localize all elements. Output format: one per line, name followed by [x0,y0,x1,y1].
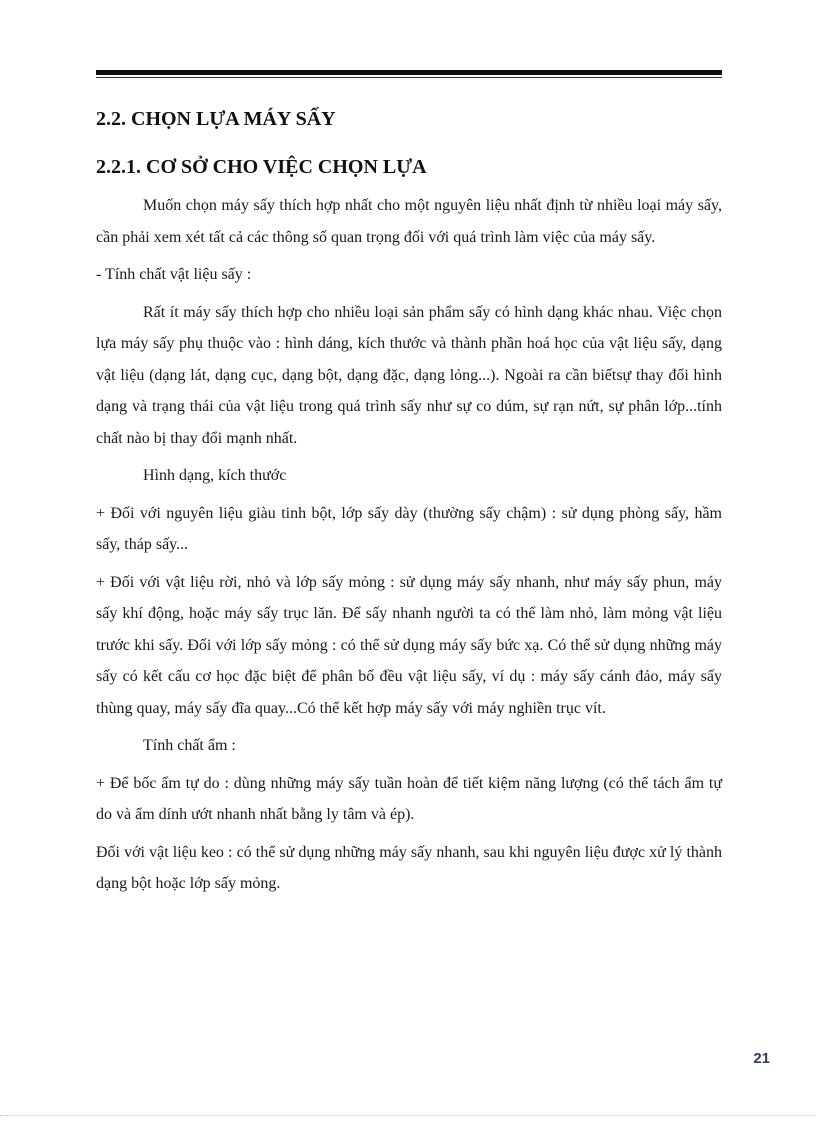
header-rule-thin [96,77,722,78]
section-title: 2.2. CHỌN LỰA MÁY SẤY [96,108,336,130]
paragraph-starch-materials: + Đối với nguyên liệu giàu tinh bột, lớp sấy dày (thường sấy chậm) : sử dụng phòng sấy, hầm sấy, tháp sấy... [96,504,722,553]
paragraph-shape-size-heading: Hình dạng, kích thước [143,467,287,484]
paragraph-material-properties-heading: - Tính chất vật liệu sấy : [96,266,252,283]
page-bottom-border [0,1115,816,1116]
paragraph-intro: Muốn chọn máy sấy thích hợp nhất cho một nguyên liệu nhất định từ nhiều loại máy sấy, cần phải xem xét tất cả các thông số quan trọng đối với quá trình làm việc của máy sấy. [96,197,722,246]
paragraph-moisture-heading: Tính chất ẩm : [143,737,236,754]
paragraph-material-properties: Rất ít máy sấy thích hợp cho nhiều loại sản phẩm sấy có hình dạng khác nhau. Việc chọn lựa máy sấy phụ thuộc vào : hình dáng, kích thước và thành phần hoá học của vật liệu sấy, dạng vật liệu (dạng lát, dạng cục, dạng bột, dạng đặc, dạng lỏng...). Ngoài ra cần biếtsự thay đổi hình dạng và trạng thái của vật liệu trong quá trình sấy như sự co dúm, sự rạn nứt, sự phân lớp...tính chất nào bị thay đổi mạnh nhất. [96,303,722,447]
page-number: 21 [753,1050,770,1067]
header-rule-thick [96,70,722,75]
subsection-title: 2.2.1. CƠ SỞ CHO VIỆC CHỌN LỰA [96,156,427,178]
paragraph-free-moisture: + Để bốc ẩm tự do : dùng những máy sấy tuần hoàn để tiết kiệm năng lượng (có thể tách ẩm tự do và ẩm dính ướt nhanh nhất bằng ly tâm và ép). [96,774,722,823]
paragraph-loose-materials: + Đối với vật liệu rời, nhỏ và lớp sấy mỏng : sử dụng máy sấy nhanh, như máy sấy phun, máy sấy khí động, hoặc máy sấy trục lăn. Để sấy nhanh người ta có thể làm nhỏ, làm mỏng vật liệu trước khi sấy. Đối với lớp sấy mỏng : có thể sử dụng máy sấy bức xạ. Có thể sử dụng những máy sấy có kết cấu cơ học đặc biệt để phân bố đều vật liệu sấy, ví dụ : máy sấy cánh đảo, máy sấy thùng quay, máy sấy đĩa quay...Có thể kết hợp máy sấy với máy nghiền trục vít. [96,573,722,717]
paragraph-colloid-materials: Đối với vật liệu keo : có thể sử dụng những máy sấy nhanh, sau khi nguyên liệu được xử lý thành dạng bột hoặc lớp sấy mỏng. [96,843,722,892]
page-content [96,96,722,900]
